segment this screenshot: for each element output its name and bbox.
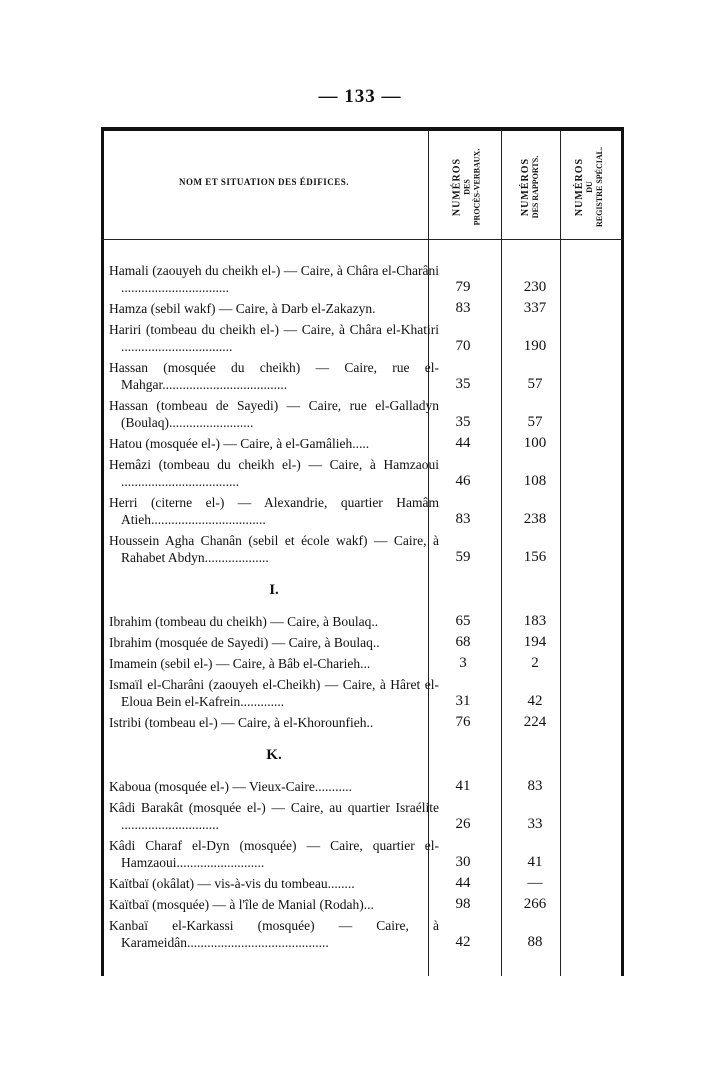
column-header-registre-special [555,135,625,239]
proces-verbal-number: 35 [455,414,471,430]
edifice-name: Hemâzi (tombeau du cheikh el-) — Caire, à Hamzaoui ................................... [109,457,439,489]
rapport-number: 194 [523,634,547,650]
rapport-number: 266 [523,896,547,912]
proces-verbal-number: 26 [455,816,471,832]
proces-verbal-number: 3 [459,655,467,671]
section-letter-i: I. [269,582,279,598]
entries-h [109,262,629,570]
edifice-name: Hariri (tombeau du cheikh el-) — Caire, à Châra el-Khatiri ................................. [109,322,439,354]
proces-verbal-number: 41 [455,778,471,794]
edifice-name: Hassan (mosquée du cheikh) — Caire, rue el-Mahgar..................................... [109,360,439,392]
col1-line2: DES [462,179,472,195]
col3-line3: REGISTRE SPÉCIAL. [595,146,604,228]
proces-verbal-number: 83 [455,300,471,316]
rapport-number: 238 [523,511,547,527]
col1-line1: NUMÉROS [451,157,463,217]
rapport-number: 108 [523,473,547,489]
column-header-proces-verbaux [432,135,502,239]
edifice-name: Kanbaï el-Karkassi (mosquée) — Caire, à Karameidân.......................................... [109,918,439,950]
edifice-name: Hamali (zaouyeh du cheikh el-) — Caire, à Châra el-Charâni ................................ [109,263,439,295]
rapport-number: 224 [523,714,547,730]
proces-verbal-number: 79 [455,279,471,295]
entries-k [109,778,629,955]
rapport-number: 83 [527,778,543,794]
rapport-number: 42 [527,693,543,709]
col1-line3: PROCÈS-VERBAUX. [472,148,482,226]
header-rule [101,239,624,240]
entries-i [109,613,629,735]
proces-verbal-number: 42 [455,934,471,950]
table-row [109,397,629,431]
table-row [109,896,629,913]
proces-verbal-number: 35 [455,376,471,392]
edifice-name: Kaïtbaï (okâlat) — vis-à-vis du tombeau........ [109,876,355,891]
rapport-number: — [527,875,543,891]
table-left-border [101,131,104,976]
rapport-number: 41 [527,854,543,870]
table-body [109,262,629,955]
table-row [109,532,629,566]
rapport-number: 230 [523,279,547,295]
rapport-number: 337 [523,300,547,316]
rapport-number: 57 [527,414,543,430]
proces-verbal-number: 76 [455,714,471,730]
edifice-name: Herri (citerne el-) — Alexandrie, quartier Hamâm Atieh.................................. [109,495,439,527]
table-row [109,714,629,731]
col2-line1: NUMÉROS [520,157,531,217]
table-row [109,321,629,355]
col3-line1: NUMÉROS [574,157,585,217]
table-row [109,917,629,951]
edifice-name: Ibrahim (tombeau du cheikh) — Caire, à Boulaq.. [109,614,379,629]
edifice-name: Ismaïl el-Charâni (zaouyeh el-Cheikh) — Caire, à Hâret el-Eloua Bein el-Kafrein............. [109,677,439,709]
table-row [109,655,629,672]
header-title: NOM ET SITUATION DES ÉDIFICES. [179,177,349,187]
table-row [109,778,629,795]
edifice-name: Houssein Agha Chanân (sebil et école wakf) — Caire, à Rahabet Abdyn................... [109,533,439,565]
edifice-name: Kâdi Barakât (mosquée el-) — Caire, au quartier Israélite ............................. [109,800,439,832]
rapport-number: 33 [527,816,543,832]
edifice-name: Istribi (tombeau el-) — Caire, à el-Khorounfieh.. [109,715,374,730]
edifice-name: Ibrahim (mosquée de Sayedi) — Caire, à Boulaq.. [109,635,380,650]
col3-line2: DU [585,181,594,193]
proces-verbal-number: 59 [455,549,471,565]
rapport-number: 57 [527,376,543,392]
table-row [109,262,629,296]
proces-verbal-number: 46 [455,473,471,489]
table-row [109,494,629,528]
proces-verbal-number: 70 [455,338,471,354]
edifice-name: Kaboua (mosquée el-) — Vieux-Caire........... [109,779,352,794]
proces-verbal-number: 30 [455,854,471,870]
table-row [109,634,629,651]
rapport-number: 156 [523,549,547,565]
table-row [109,359,629,393]
edifice-name: Hatou (mosquée el-) — Caire, à el-Gamâlieh..... [109,436,370,451]
proces-verbal-number: 44 [455,875,471,891]
proces-verbal-number: 65 [455,613,471,629]
table-row [109,613,629,630]
proces-verbal-number: 83 [455,511,471,527]
edifice-name: Hassan (tombeau de Sayedi) — Caire, rue el-Galladyn (Boulaq)......................... [109,398,439,430]
rapport-number: 100 [523,435,547,451]
rapport-number: 190 [523,338,547,354]
rapport-number: 183 [523,613,547,629]
proces-verbal-number: 98 [455,896,471,912]
table-row [109,837,629,871]
edifice-name: Kâdi Charaf el-Dyn (mosquée) — Caire, quartier el-Hamzaoui.......................... [109,838,439,870]
page-number: — 133 — [318,86,402,107]
section-letter-k: K. [266,747,282,763]
edifice-name: Kaïtbaï (mosquée) — à l'île de Manial (Rodah)... [109,897,374,912]
table-row [109,435,629,452]
proces-verbal-number: 44 [455,435,471,451]
rapport-number: 88 [527,934,543,950]
table-row [109,799,629,833]
table-row [109,300,629,317]
proces-verbal-number: 31 [455,693,471,709]
rapport-number: 2 [531,655,539,671]
table-row [109,456,629,490]
col2-line2: DES RAPPORTS. [531,155,540,219]
table-row [109,676,629,710]
proces-verbal-number: 68 [455,634,471,650]
edifice-name: Hamza (sebil wakf) — Caire, à Darb el-Zakazyn. [109,301,376,316]
table-row [109,875,629,892]
edifice-name: Imamein (sebil el-) — Caire, à Bâb el-Charieh... [109,656,371,671]
